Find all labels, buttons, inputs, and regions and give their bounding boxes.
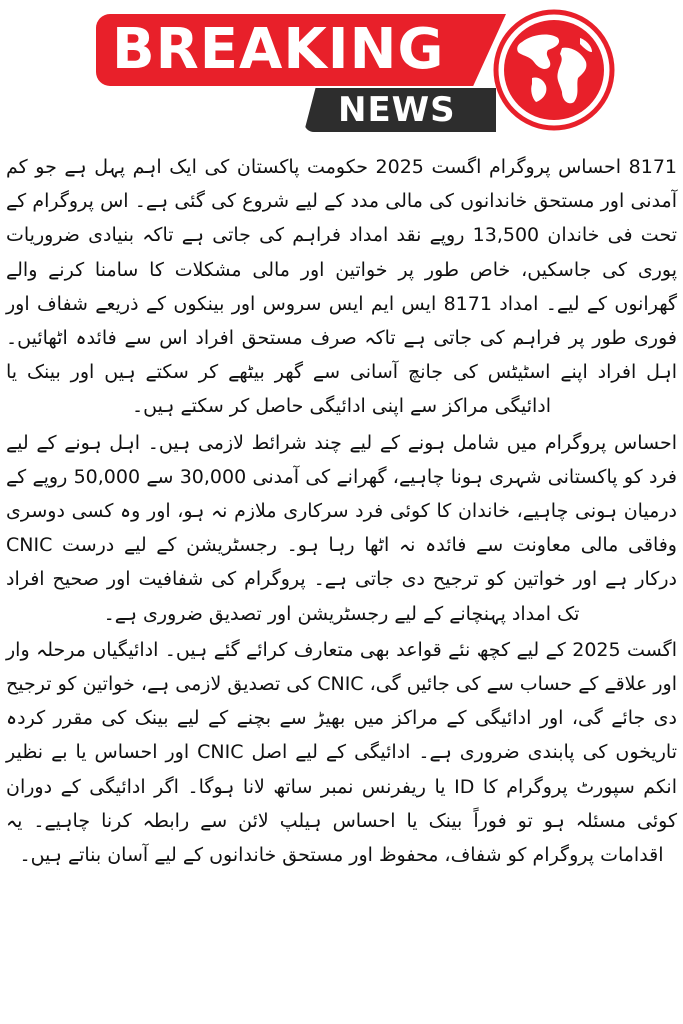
breaking-headline: BREAKING <box>112 17 445 82</box>
article-paragraph-2: احساس پروگرام میں شامل ہونے کے لیے چند شرائط لازمی ہیں۔ اہل ہونے کے لیے فرد کو پاکستانی شہری ہونا چاہیے، گھرانے کی آمدنی 30,000 سے 50,000 روپے کے درمیان ہونی چاہیے، خاندان کا کوئی فرد سرکاری ملازم نہ ہو، اور وہ کسی دوسری وفاقی مالی معاونت سے فائدہ نہ اٹھا رہا ہو۔ رجسٹریشن کے لیے درست CNIC درکار ہے اور خواتین کو ترجیح دی جاتی ہے۔ پروگرام کی شفافیت اور صحیح افراد تک امداد پہنچانے کے لیے رجسٹریشن اور تصدیق ضروری ہے۔ <box>6 431 678 625</box>
news-subheadline: NEWS <box>338 90 456 130</box>
article-body <box>6 150 677 874</box>
article-paragraph-1: 8171 احساس پروگرام اگست 2025 حکومت پاکستان کی ایک اہم پہل ہے جو کم آمدنی اور مستحق خاندانوں کی مالی مدد کے لیے شروع کی گئی ہے۔ اس پروگرام کے تحت فی خاندان 13,500 روپے نقد امداد فراہم کی جاتی ہے تاکہ بنیادی ضروریات پوری کی جاسکیں، خاص طور پر خواتین اور مالی مشکلات کا سامنا کرنے والے گھرانوں کے لیے۔ امداد 8171 ایس ایم ایس سروس اور بینکوں کے ذریعے شفاف اور فوری طور پر فراہم کی جاتی ہے تاکہ صرف مستحق افراد اس سے فائدہ اٹھائیں۔ اہل افراد اپنے اسٹیٹس کی جانچ آسانی سے گھر بیٹھے کر سکتے ہیں اور بینک یا ادائیگی مراکز سے اپنی ادائیگی حاصل کر سکتے ہیں۔ <box>6 156 677 418</box>
article-paragraph-3: اگست 2025 کے لیے کچھ نئے قواعد بھی متعارف کرائے گئے ہیں۔ ادائیگیاں مرحلہ وار اور علاقے کے حساب سے کی جائیں گی، CNIC کی تصدیق لازمی ہے، خواتین کو ترجیح دی جائے گی، اور ادائیگی کے مراکز میں بھیڑ سے بچنے کے لیے بینک کی مقرر کردہ تاریخوں کی پابندی ضروری ہے۔ ادائیگی کے لیے اصل CNIC اور احساس یا بے نظیر انکم سپورٹ پروگرام کا ID یا ریفرنس نمبر ساتھ لانا ہوگا۔ اگر ادائیگی کے دوران کوئی مسئلہ ہو تو فوراً بینک یا احساس ہیلپ لائن سے رابطہ کرنا چاہیے۔ یہ اقدامات پروگرام کو شفاف، محفوظ اور مستحق خاندانوں کے لیے آسان بناتے ہیں۔ <box>6 638 678 867</box>
breaking-news-banner <box>0 0 683 140</box>
globe-icon <box>492 8 616 132</box>
